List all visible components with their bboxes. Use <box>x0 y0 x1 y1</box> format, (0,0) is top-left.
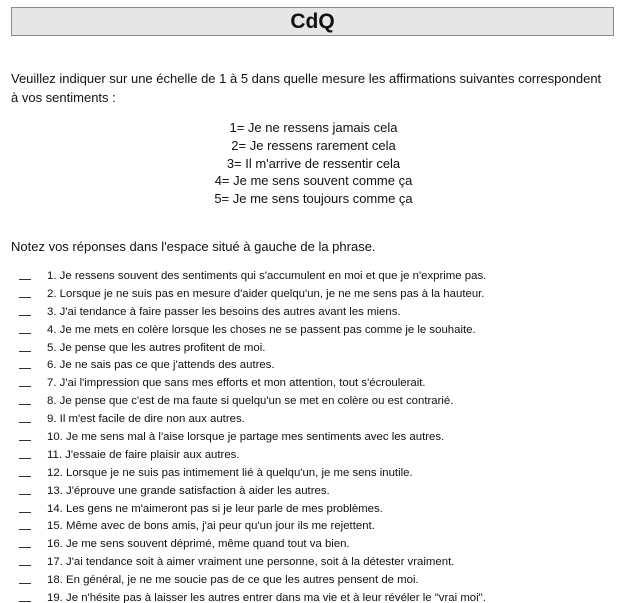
question-text: 17. J'ai tendance soit à aimer vraiment une personne, soit à la détester vraiment. <box>47 556 455 569</box>
question-item <box>0 411 629 429</box>
question-item <box>0 554 629 572</box>
answer-blank[interactable] <box>19 386 31 387</box>
answer-blank[interactable] <box>19 333 31 334</box>
question-text: 10. Je me sens mal à l'aise lorsque je partage mes sentiments avec les autres. <box>47 431 445 444</box>
question-item <box>0 518 629 536</box>
question-item <box>0 483 629 501</box>
answer-blank[interactable] <box>19 404 31 405</box>
document-title: CdQ <box>290 9 335 33</box>
question-item <box>0 501 629 519</box>
question-item <box>0 322 629 340</box>
answer-blank[interactable] <box>19 494 31 495</box>
rating-scale <box>0 119 629 208</box>
question-text: 2. Lorsque je ne suis pas en mesure d'aider quelqu'un, je ne me sens pas à la hauteur. <box>47 287 485 300</box>
question-text: 3. J'ai tendance à faire passer les besoins des autres avant les miens. <box>47 305 401 318</box>
intro-text: Veuillez indiquer sur une échelle de 1 à 5 dans quelle mesure les affirmations suivantes correspondent à vos sentiments : <box>11 71 602 105</box>
question-item <box>0 429 629 447</box>
question-text: 1. Je ressens souvent des sentiments qui s'accumulent en moi et que je n'exprime pas. <box>47 270 487 282</box>
question-item <box>0 393 629 411</box>
answer-blank[interactable] <box>19 476 31 477</box>
answer-blank[interactable] <box>19 547 31 548</box>
question-text: 18. En général, je ne me soucie pas de ce que les autres pensent de moi. <box>47 574 419 587</box>
question-text: 6. Je ne sais pas ce que j'attends des autres. <box>47 359 275 372</box>
question-text: 8. Je pense que c'est de ma faute si quelqu'un se met en colère ou est contrarié. <box>47 395 454 408</box>
question-text: 11. J'essaie de faire plaisir aux autres. <box>47 448 240 461</box>
question-item <box>0 536 629 554</box>
scale-entry-4: 4= Je me sens souvent comme ça <box>214 173 413 189</box>
answer-blank[interactable] <box>19 422 31 423</box>
question-item <box>0 447 629 465</box>
question-text: 12. Lorsque je ne suis pas intimement lié à quelqu'un, je me sens inutile. <box>47 466 413 479</box>
scale-entry-5: 5= Je me sens toujours comme ça <box>214 191 413 207</box>
answer-blank[interactable] <box>19 458 31 459</box>
question-text: 7. J'ai l'impression que sans mes efforts et mon attention, tout s'écroulerait. <box>47 377 426 390</box>
title-box <box>11 7 614 36</box>
question-item <box>0 375 629 393</box>
answer-blank[interactable] <box>19 565 31 566</box>
question-text: 19. Je n'hésite pas à laisser les autres entrer dans ma vie et à leur révéler le "vrai moi". <box>47 592 486 603</box>
scale-entry-1: 1= Je ne ressens jamais cela <box>229 120 398 135</box>
question-item <box>0 357 629 375</box>
question-text: 14. Les gens ne m'aimeront pas si je leur parle de mes problèmes. <box>47 502 383 515</box>
question-text: 15. Même avec de bons amis, j'ai peur qu'un jour ils me rejettent. <box>47 520 375 533</box>
question-text: 16. Je me sens souvent déprimé, même quand tout va bien. <box>47 538 350 551</box>
question-text: 9. Il m'est facile de dire non aux autres. <box>47 413 245 426</box>
question-item <box>0 590 629 603</box>
answer-blank[interactable] <box>19 583 31 584</box>
answer-blank[interactable] <box>19 368 31 369</box>
scale-entry-2: 2= Je ressens rarement cela <box>231 137 396 153</box>
question-text: 5. Je pense que les autres profitent de moi. <box>47 341 266 354</box>
question-item <box>0 340 629 358</box>
instruction-note: Notez vos réponses dans l'espace situé à gauche de la phrase. <box>11 239 376 254</box>
question-item <box>0 304 629 322</box>
question-item <box>0 268 629 286</box>
answer-blank[interactable] <box>19 351 31 352</box>
question-item <box>0 286 629 304</box>
answer-blank[interactable] <box>19 315 31 316</box>
scale-entry-3: 3= Il m'arrive de ressentir cela <box>226 155 401 171</box>
question-text: 4. Je me mets en colère lorsque les choses ne se passent pas comme je le souhaite. <box>47 323 476 336</box>
answer-blank[interactable] <box>19 512 31 513</box>
answer-blank[interactable] <box>19 279 31 280</box>
questionnaire-items <box>0 268 629 603</box>
question-text: 13. J'éprouve une grande satisfaction à aider les autres. <box>47 484 330 497</box>
answer-blank[interactable] <box>19 529 31 530</box>
question-item <box>0 465 629 483</box>
answer-blank[interactable] <box>19 297 31 298</box>
question-item <box>0 572 629 590</box>
answer-blank[interactable] <box>19 440 31 441</box>
answer-blank[interactable] <box>19 601 31 602</box>
